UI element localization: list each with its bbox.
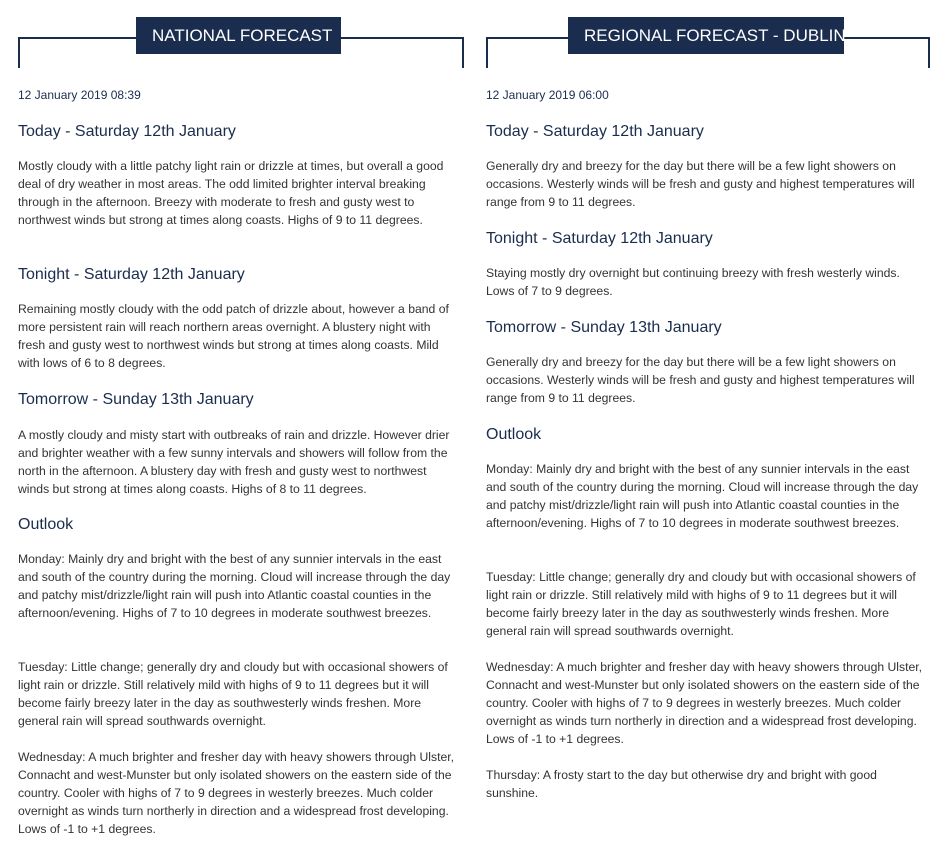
outlook-monday: Monday: Mainly dry and bright with the best of any sunnier intervals in the east and south of the country during the morning. Cloud will increase through the day and patchy mist/drizzle/light rain will push into Atlantic coastal counties in the afternoon/evening. Highs of 7 to 10 degrees in moderate southwest breezes. xyxy=(18,552,451,620)
outlook-tuesday: Tuesday: Little change; generally dry and cloudy but with occasional showers of light rain or drizzle. Still relatively mild with highs of 9 to 11 degrees but it will become fairly breezy later in the day as southwesterly winds freshen. More general rain will spread southwards overnight. xyxy=(486,570,916,638)
national-forecast-header xyxy=(18,0,464,68)
today-title: Today - Saturday 12th January xyxy=(18,123,236,140)
national-forecast-title: NATIONAL FORECAST xyxy=(136,17,341,54)
outlook-monday: Monday: Mainly dry and bright with the best of any sunnier intervals in the east and south of the country during the morning. Cloud will increase through the day and patchy mist/drizzle/light rain will push into Atlantic coastal counties in the afternoon/evening. Highs of 7 to 10 degrees in moderate southwest breezes. xyxy=(486,462,919,530)
regional-forecast-header xyxy=(486,0,930,68)
tomorrow-text: A mostly cloudy and misty start with outbreaks of rain and drizzle. However drier and brighter weather with a few sunny intervals and showers will follow from the north in the afternoon. A blustery day with fresh and gusty west to northwest winds but strong at times along coasts. Highs of 8 to 11 degrees. xyxy=(18,428,450,496)
outlook-thursday: Thursday: A frosty start to the day but otherwise dry and bright with good sunshine. xyxy=(486,768,877,800)
issue-date: 12 January 2019 08:39 xyxy=(18,88,141,102)
issue-date: 12 January 2019 06:00 xyxy=(486,88,609,102)
tonight-text: Remaining mostly cloudy with the odd patch of drizzle about, however a band of more persistent rain will reach northern areas overnight. A blustery night with fresh and gusty west to northwest winds but strong at times along coasts. Mild with lows of 6 to 8 degrees. xyxy=(18,302,449,370)
tomorrow-title: Tomorrow - Sunday 13th January xyxy=(486,319,722,336)
outlook-title: Outlook xyxy=(18,516,74,533)
today-text: Generally dry and breezy for the day but there will be a few light showers on occasions. Westerly winds will be fresh and gusty and highest temperatures will range from 9 to 11 degrees. xyxy=(486,159,915,209)
tonight-text: Staying mostly dry overnight but continuing breezy with fresh westerly winds. Lows of 7 to 9 degrees. xyxy=(486,266,900,298)
tomorrow-title: Tomorrow - Sunday 13th January xyxy=(18,391,254,408)
regional-forecast-panel xyxy=(486,0,930,800)
outlook-wednesday: Wednesday: A much brighter and fresher day with heavy showers through Ulster, Connacht and west-Munster but only isolated showers on the eastern side of the country. Cooler with highs of 7 to 9 degrees in westerly breezes. Much colder overnight as winds turn northerly in direction and a widespread frost developing. Lows of -1 to +1 degrees. xyxy=(18,750,455,836)
outlook-tuesday: Tuesday: Little change; generally dry and cloudy but with occasional showers of light rain or drizzle. Still relatively mild with highs of 9 to 11 degrees but it will become fairly breezy later in the day as southwesterly winds freshen. More general rain will spread southwards overnight. xyxy=(18,660,448,728)
tomorrow-text: Generally dry and breezy for the day but there will be a few light showers on occasions. Westerly winds will be fresh and gusty and highest temperatures will range from 9 to 11 degrees. xyxy=(486,355,915,405)
outlook-title: Outlook xyxy=(486,426,542,443)
regional-forecast-title: REGIONAL FORECAST - DUBLIN xyxy=(568,17,844,54)
national-forecast-panel xyxy=(18,0,464,836)
tonight-title: Tonight - Saturday 12th January xyxy=(18,266,245,283)
today-title: Today - Saturday 12th January xyxy=(486,123,704,140)
tonight-title: Tonight - Saturday 12th January xyxy=(486,230,713,247)
outlook-wednesday: Wednesday: A much brighter and fresher day with heavy showers through Ulster, Connacht and west-Munster but only isolated showers on the eastern side of the country. Cooler with highs of 7 to 9 degrees in westerly breezes. Much colder overnight as winds turn northerly in direction and a widespread frost developing. Lows of -1 to +1 degrees. xyxy=(486,660,923,746)
today-text: Mostly cloudy with a little patchy light rain or drizzle at times, but overall a good deal of dry weather in most areas. The odd limited brighter interval breaking through in the afternoon. Breezy with moderate to fresh and gusty west to northwest winds but strong at times along coasts. Highs of 9 to 11 degrees. xyxy=(18,159,444,227)
